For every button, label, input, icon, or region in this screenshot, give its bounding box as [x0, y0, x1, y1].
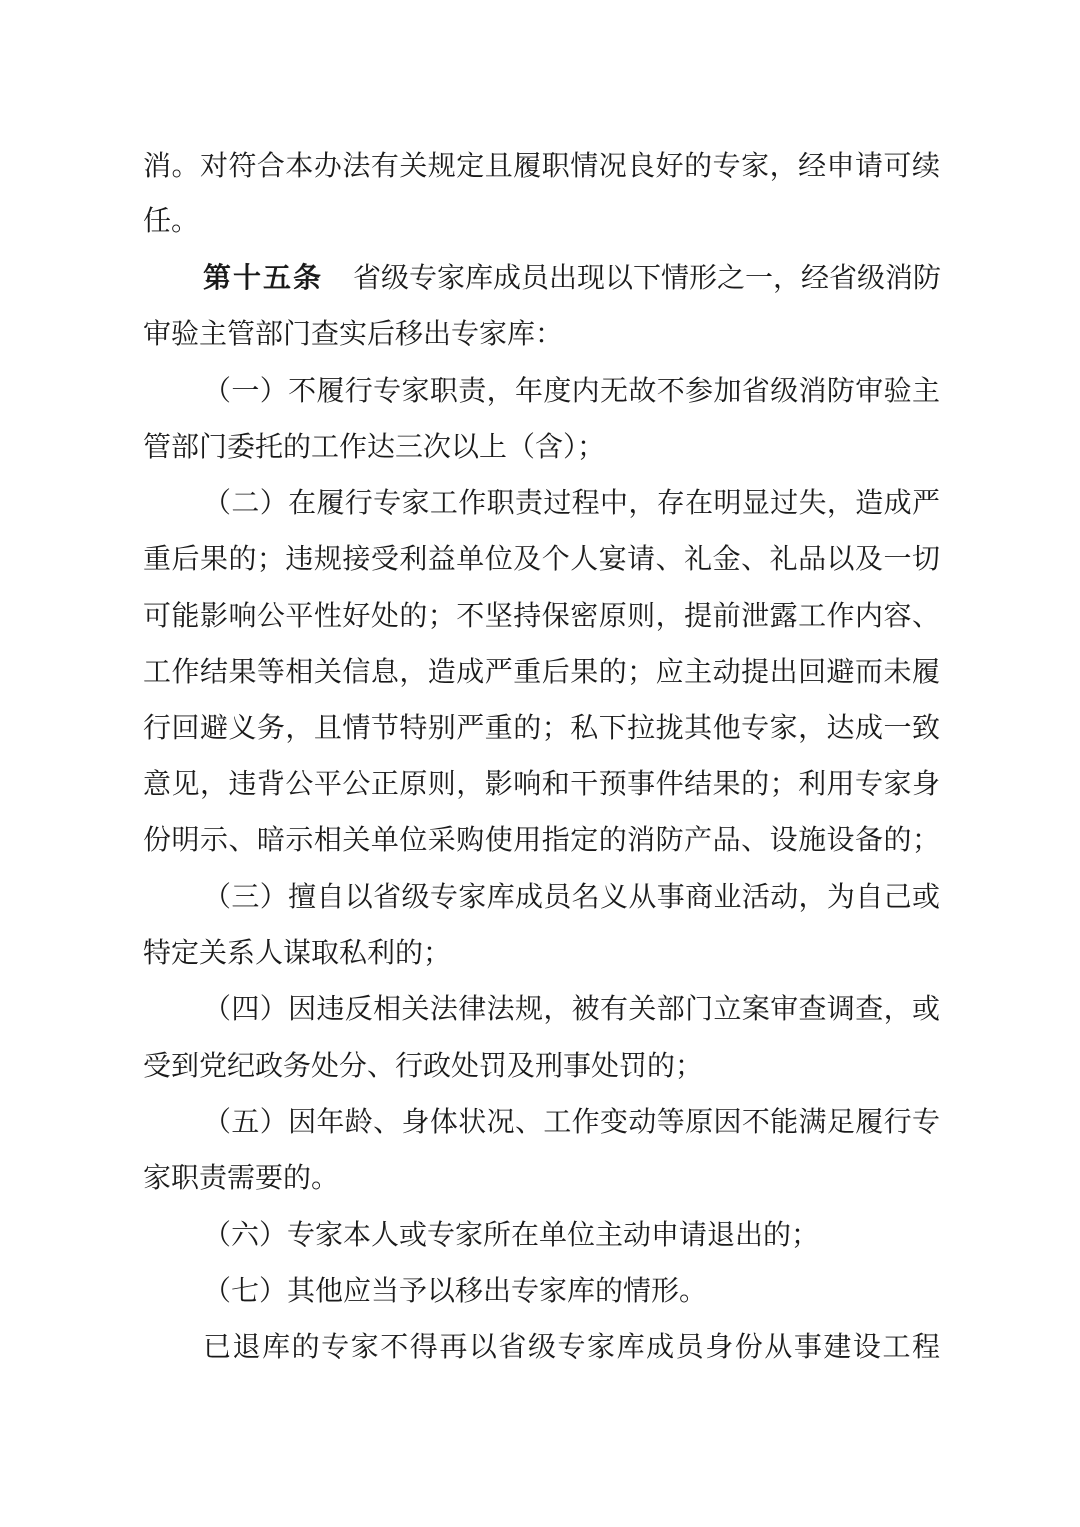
- clause-1-line-2: 管部门委托的工作达三次以上（含）；: [143, 430, 606, 463]
- article-15-first-line: [203, 258, 940, 298]
- closing-paragraph-line-1: 已退库的专家不得再以省级专家库成员身份从事建设工程: [203, 1330, 940, 1363]
- clause-2-line-7: 份明示、暗示相关单位采购使用指定的消防产品、设施设备的；: [143, 823, 940, 856]
- clause-6-line: （六）专家本人或专家所在单位主动申请退出的；: [203, 1218, 820, 1251]
- clause-3-line-2: 特定关系人谋取私利的；: [143, 936, 452, 969]
- clause-2-line-5: 行回避义务，且情节特别严重的；私下拉拢其他专家，达成一致: [143, 711, 940, 744]
- text-line-2: 任。: [143, 204, 200, 237]
- clause-4-line-1: （四）因违反相关法律法规，被有关部门立案审查调查，或: [203, 992, 940, 1025]
- text-line-4: 审验主管部门查实后移出专家库：: [143, 317, 564, 350]
- clause-2-line-3: 可能影响公平性好处的；不坚持保密原则，提前泄露工作内容、: [143, 599, 940, 632]
- clause-2-line-6: 意见，违背公平公正原则，影响和干预事件结果的；利用专家身: [143, 767, 940, 800]
- clause-2-line-2: 重后果的；违规接受利益单位及个人宴请、礼金、礼品以及一切: [143, 542, 940, 575]
- clause-2-line-1: （二）在履行专家工作职责过程中，存在明显过失，造成严: [203, 486, 940, 519]
- clause-1-line-1: （一）不履行专家职责，年度内无故不参加省级消防审验主: [203, 374, 940, 407]
- clause-5-line-1: （五）因年龄、身体状况、工作变动等原因不能满足履行专: [203, 1105, 940, 1138]
- text-line-1: 消。对符合本办法有关规定且履职情况良好的专家，经申请可续: [143, 149, 940, 182]
- article-number: 第十五条: [203, 261, 324, 294]
- clause-7-line: （七）其他应当予以移出专家库的情形。: [203, 1274, 708, 1307]
- clause-3-line-1: （三）擅自以省级专家库成员名义从事商业活动，为自己或: [203, 880, 940, 913]
- clause-2-line-4: 工作结果等相关信息，造成严重后果的；应主动提出回避而未履: [143, 655, 940, 688]
- article-15-text: 省级专家库成员出现以下情形之一，经省级消防: [353, 261, 942, 294]
- clause-4-line-2: 受到党纪政务处分、行政处罚及刑事处罚的；: [143, 1049, 704, 1082]
- clause-5-line-2: 家职责需要的。: [143, 1161, 340, 1194]
